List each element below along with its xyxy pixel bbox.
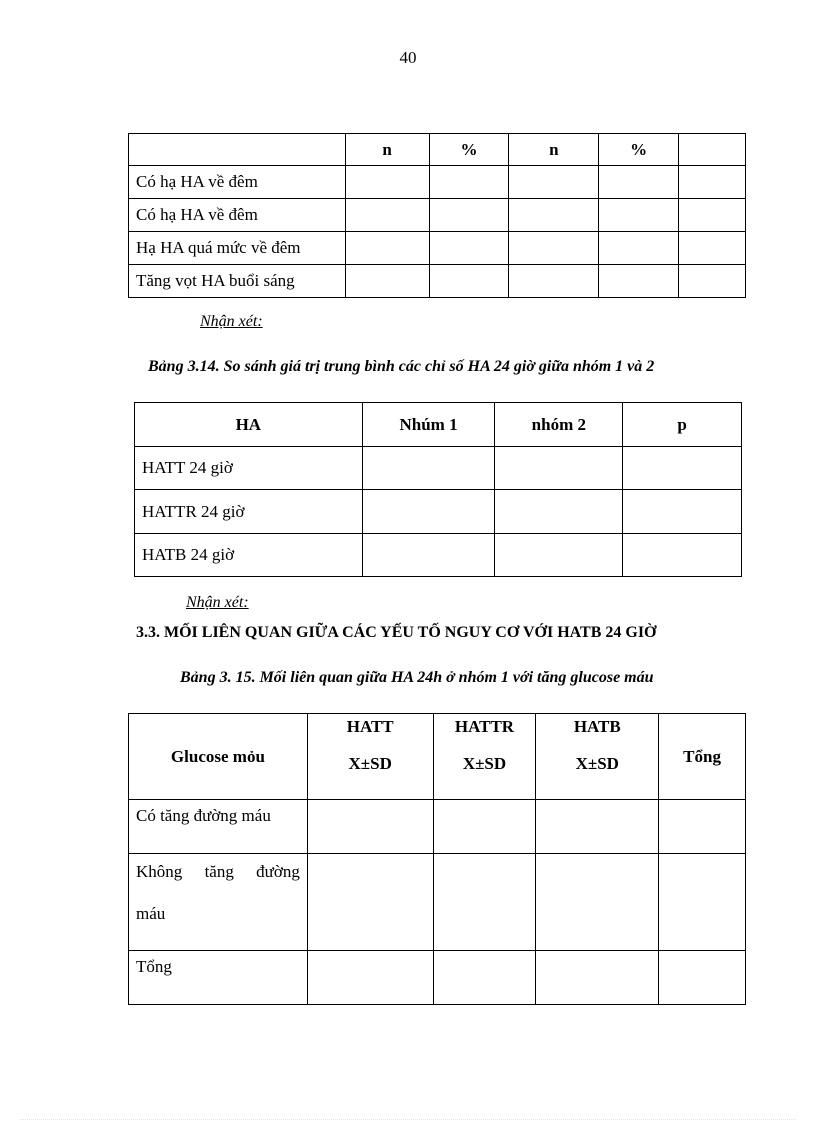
header-cell [679,134,746,166]
table-cell [345,232,429,265]
table-row [135,534,742,577]
table-cell [536,800,659,854]
row-label: Tổng [129,951,308,1005]
table-header-row [135,403,742,447]
table-cell [495,534,623,577]
table-cell [623,534,742,577]
table-row [129,951,746,1005]
table-cell [495,490,623,534]
header-cell [129,134,346,166]
table-cell [307,800,433,854]
header-title: HATTR [454,717,515,736]
table-cell [659,951,746,1005]
table-cell [429,199,509,232]
row-label: HATB 24 giờ [135,534,363,577]
table-cell [509,232,599,265]
table-row [129,265,746,298]
header-cell: % [429,134,509,166]
table-cell [536,951,659,1005]
header-cell [536,714,659,800]
row-label-word: Không [136,862,183,881]
table-cell [433,800,536,854]
row-label-word: đường [256,862,300,881]
table-row [129,800,746,854]
remark-label: Nhận xét: [186,594,249,611]
table-caption: Bảng 3.14. So sánh giá trị trung bình các chỉ số HA 24 giờ giữa nhóm 1 và 2 [148,358,655,375]
table-night-pressure-drop [128,133,746,298]
table-cell [599,199,679,232]
row-label: HATTR 24 giờ [135,490,363,534]
table-cell [362,447,495,490]
row-label: Tăng vọt HA buổi sáng [129,265,346,298]
table-cell [509,199,599,232]
row-label: HATT 24 giờ [135,447,363,490]
table-glucose-relation [128,713,746,1005]
header-title: HATB [573,717,621,736]
table-row [129,854,746,951]
header-cell: Glucose mỏu [129,714,308,800]
table-group-comparison [134,402,742,577]
table-cell [679,265,746,298]
table-cell [362,490,495,534]
row-label: Có tăng đường máu [129,800,308,854]
table-header-row [129,134,746,166]
header-cell: % [599,134,679,166]
header-cell: nhóm 2 [495,403,623,447]
header-title: HATT [346,717,394,736]
table-cell [623,447,742,490]
table-cell [536,854,659,951]
header-cell: n [345,134,429,166]
header-cell: Tổng [659,714,746,800]
table-row [129,232,746,265]
table-caption: Bảng 3. 15. Mối liên quan giữa HA 24h ở nhóm 1 với tăng glucose máu [180,669,654,686]
table-cell [509,166,599,199]
row-label: Hạ HA quá mức về đêm [129,232,346,265]
table-header-row [129,714,746,800]
remark-label: Nhận xét: [200,313,263,330]
header-subtitle: X±SD [348,754,392,773]
table-cell [429,166,509,199]
table-row [129,199,746,232]
table-cell [679,166,746,199]
table-row [135,447,742,490]
table-cell [307,854,433,951]
table-cell [679,199,746,232]
header-cell: HA [135,403,363,447]
row-label: Có hạ HA về đêm [129,166,346,199]
header-cell: Nhúm 1 [362,403,495,447]
row-label-word: tăng [204,862,234,881]
table-cell [429,232,509,265]
row-label [129,854,308,951]
table-cell [509,265,599,298]
table-cell [623,490,742,534]
row-label-line: máu [136,904,166,923]
header-cell [307,714,433,800]
row-label: Có hạ HA về đêm [129,199,346,232]
table-cell [433,951,536,1005]
page-bottom-rule [20,1119,796,1120]
table-cell [345,199,429,232]
header-subtitle: X±SD [462,754,507,773]
header-cell [433,714,536,800]
table-cell [345,265,429,298]
table-cell [429,265,509,298]
header-cell: n [509,134,599,166]
table-cell [362,534,495,577]
table-cell [659,800,746,854]
table-cell [659,854,746,951]
table-row [129,166,746,199]
table-cell [345,166,429,199]
row-label-line [136,858,307,886]
table-cell [495,447,623,490]
table-cell [599,166,679,199]
table-row [135,490,742,534]
table-cell [307,951,433,1005]
header-cell: p [623,403,742,447]
header-subtitle: X±SD [575,754,619,773]
table-cell [599,232,679,265]
section-heading: 3.3. MỐI LIÊN QUAN GIỮA CÁC YẾU TỐ NGUY CƠ VỚI HATB 24 GIỜ [136,624,657,641]
page-number: 40 [399,48,417,67]
table-cell [433,854,536,951]
table-cell [679,232,746,265]
table-cell [599,265,679,298]
